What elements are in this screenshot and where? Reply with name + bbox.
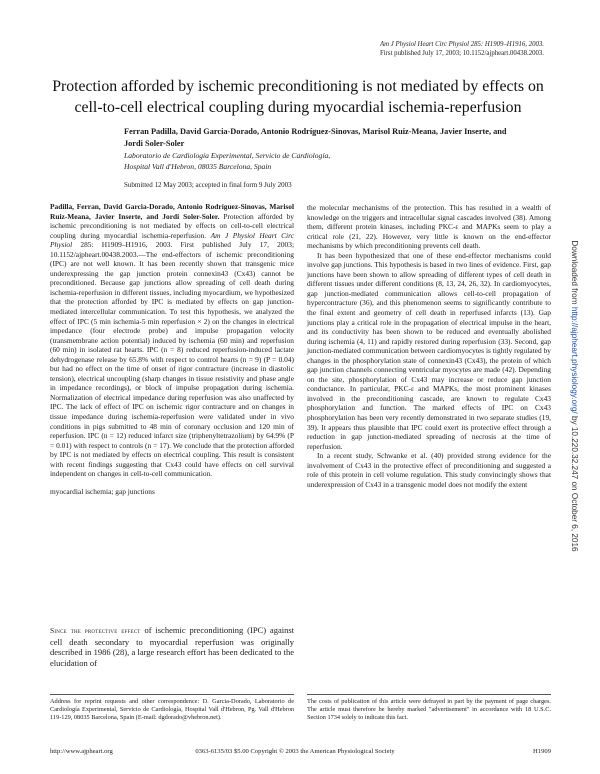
abstract-authors: Padilla, Ferran, David Garcia-Dorado, Antonio Rodríguez-Sinovas, Marisol Ruiz-Meana, Javier Inserte, and Jordi Soler-Soler. xyxy=(50,202,294,221)
right-column xyxy=(307,203,551,489)
abstract-paragraph xyxy=(50,202,294,479)
abstract-citation: 285: H1909–H1916, 2003. First published July 17, 2003; 10.1152/ajpheart.00438.2003.— xyxy=(50,240,294,259)
author-list: Ferran Padilla, David Garcia-Dorado, Antonio Rodríguez-Sinovas, Marisol Ruiz-Meana, Javier Inserte, and Jordi Soler-Soler xyxy=(124,127,507,148)
download-prefix: Downloaded from xyxy=(570,240,579,305)
intro-text: of ischemic preconditioning (IPC) against cell death secondary to myocardial reperfusion was originally described in 1986 (28), a large research effort has been dedicated to the elucidation of xyxy=(50,625,294,669)
abstract-body: The end-effectors of ischemic preconditioning (IPC) are not well known. It has been recently shown that transgenic mice underexpressing the gap junction protein connexin43 (Cx43) cannot be preconditioned. Because gap junctions allow spreading of cell death during ischemia-reperfusion in different tissues, including myocardium, we hypothesized that the protection afforded by IPC is mediated by effects on gap junction-mediated intercellular communication. To test this hypothesis, we analyzed the effect of IPC (5 min ischemia-5 min reperfusion × 2) on the changes in electrical impedance (four electrode probe) and impulse propagation velocity (transmembrane action potential) induced by ischemia (60 min) and reperfusion (60 min) in isolated rat hearts. IPC (n = 8) reduced reperfusion-induced lactate dehydrogenase release by 65.8% with respect to control hearts (n = 9) (P = 0.04) but had no effect on the time of onset of rigor contracture (increase in diastolic tension), electrical uncoupling (sharp changes in tissue resistivity and phase angle in impedance recordings), or block of impulse propagation during ischemia. Normalization of electrical impedance during reperfusion was also unaffected by IPC. The lack of effect of IPC on ischemic rigor contracture and on changes in tissue impedance during ischemia-reperfusion were validated under in vivo conditions in pigs submitted to 48 min of coronary occlusion and 120 min of reperfusion. IPC (n = 12) reduced infarct size (triphenyltetrazolium) by 64.9% (P = 0.01) with respect to controls (n = 17). We conclude that the protection afforded by IPC is not mediated by effects on electrical coupling. This result is consistent with recent findings suggesting that Cx43 could have effects on cell survival independent on changes in cell-to-cell communication. xyxy=(50,249,294,479)
download-notice-text xyxy=(567,200,581,592)
download-link[interactable]: http://ajpheart.physiology.org/ xyxy=(570,306,579,414)
first-published-line: First published July 17, 2003; 10.1152/ajpheart.00438.2003. xyxy=(380,50,544,57)
abstract-lead: Protection afforded by ischemic preconditioning is not mediated by effects on cell-to-cell electrical coupling during myocardial ischemia-reperfusion. xyxy=(50,211,294,240)
body-paragraph: the molecular mechanisms of the protection. This has resulted in a wealth of knowledge on the triggers and intracellular signal cascades involved (38). Among them, different protein kinases, including PKC-ε and MAPKs seem to play a critical role (21, 22). However, very little is known on the end-effector mechanisms by which preconditioning prevents cell death. xyxy=(307,203,551,251)
publication-cost-footnote: The costs of publication of this article were defrayed in part by the payment of page charges. The article must therefore be hereby marked "advertisement" in accordance with 18 U.S.C. Section 1734 solely to indicate this fact. xyxy=(307,698,551,721)
running-header xyxy=(380,40,544,58)
article-title: Protection afforded by ischemic preconditioning is not mediated by effects on cell-to-cell electrical coupling during myocardial ischemia-reperfusion xyxy=(52,78,544,116)
introduction-start xyxy=(50,625,294,669)
intro-smallcaps-lead: Since the protective effect xyxy=(50,626,141,635)
abstract xyxy=(50,202,294,496)
footnote-divider xyxy=(307,694,551,695)
download-suffix: by 10.220.32.247 on October 6, 2016 xyxy=(570,415,579,552)
page-footer xyxy=(50,747,551,757)
keywords: myocardial ischemia; gap junctions xyxy=(50,486,155,496)
abstract-journal: Am J Physiol Heart Circ Physiol xyxy=(50,230,294,250)
journal-citation: Am J Physiol Heart Circ Physiol 285: H1909–H1916, 2003. xyxy=(380,41,544,48)
download-notice xyxy=(566,200,582,592)
footnote-divider xyxy=(50,694,294,695)
body-paragraph: In a recent study, Schwanke et al. (40) provided strong evidence for the involvement of Cx43 in the protective effect of preconditioning and suggested a role of this protein in cell volume regulation. This study convincingly shows that underexpression of Cx43 in a transgenic model does not modify the extent xyxy=(307,451,551,489)
journal-url-link[interactable]: http://www.ajpheart.org xyxy=(50,748,113,755)
affiliation xyxy=(124,150,524,172)
affiliation-line: Hospital Vall d'Hebron, 08035 Barcelona, Spain xyxy=(124,162,272,171)
correspondence-footnote: Address for reprint requests and other correspondence: D. Garcia-Dorado, Laboratorio de Cardiología Experimental, Servicio de Cardiología, Hospital Vall d'Hebron, Pg. Vall d'Hebron 119-129, 08035 Barcelona, Spain (E-mail: dgdorado@vhebron.net). xyxy=(50,698,294,721)
submission-dates: Submitted 12 May 2003; accepted in final form 9 July 2003 xyxy=(124,181,292,189)
affiliation-line: Laboratorio de Cardiología Experimental, Servicio de Cardiología, xyxy=(124,151,331,160)
body-paragraph: It has been hypothesized that one of these end-effector mechanisms could involve gap junctions. This hypothesis is based in two lines of evidence. First, gap junctions have been shown to allow spreading of different types of cell death in different tissues under different conditions (8, 13, 24, 26, 32). In cardiomyocytes, gap junction-mediated communication allows cell-to-cell propagation of hypercontracture (36), and this phenomenon seems to significantly contribute to the final extent and geometry of cell death in reperfused infarcts (13). Gap junctions play a critical role in the propagation of electrical impulse in the heart, and its conductivity has been shown to be reduced and eventually abolished during ischemia (4, 11) and rapidly restored during reperfusion (33). Second, gap junction-mediated communication between cardiomyocytes is tightly regulated by changes in the phosphorylation state of connexin43 (Cx43), the protein of which gap junction channels connecting ventricular myocytes are made (42). Depending on the site, phosphorylation of Cx43 may increase or reduce gap junction conductance. In particular, PKC-ε and MAPKs, the most prominent kinases involved in the preconditioning cascade, are known to regulate Cx43 phosphorylation and function. The marked effects of IPC on Cx43 phosphorylation has been very recently demonstrated in two separate studies (19, 39). It appears thus plausible that IPC could exert its protective effect through a reduction in gap junction-mediated spreading of necrosis at the time of reperfusion. xyxy=(307,250,551,451)
copyright-line: 0363-6135/03 $5.00 Copyright © 2003 the American Physiological Society xyxy=(195,748,395,755)
page-number: H1909 xyxy=(533,748,551,755)
